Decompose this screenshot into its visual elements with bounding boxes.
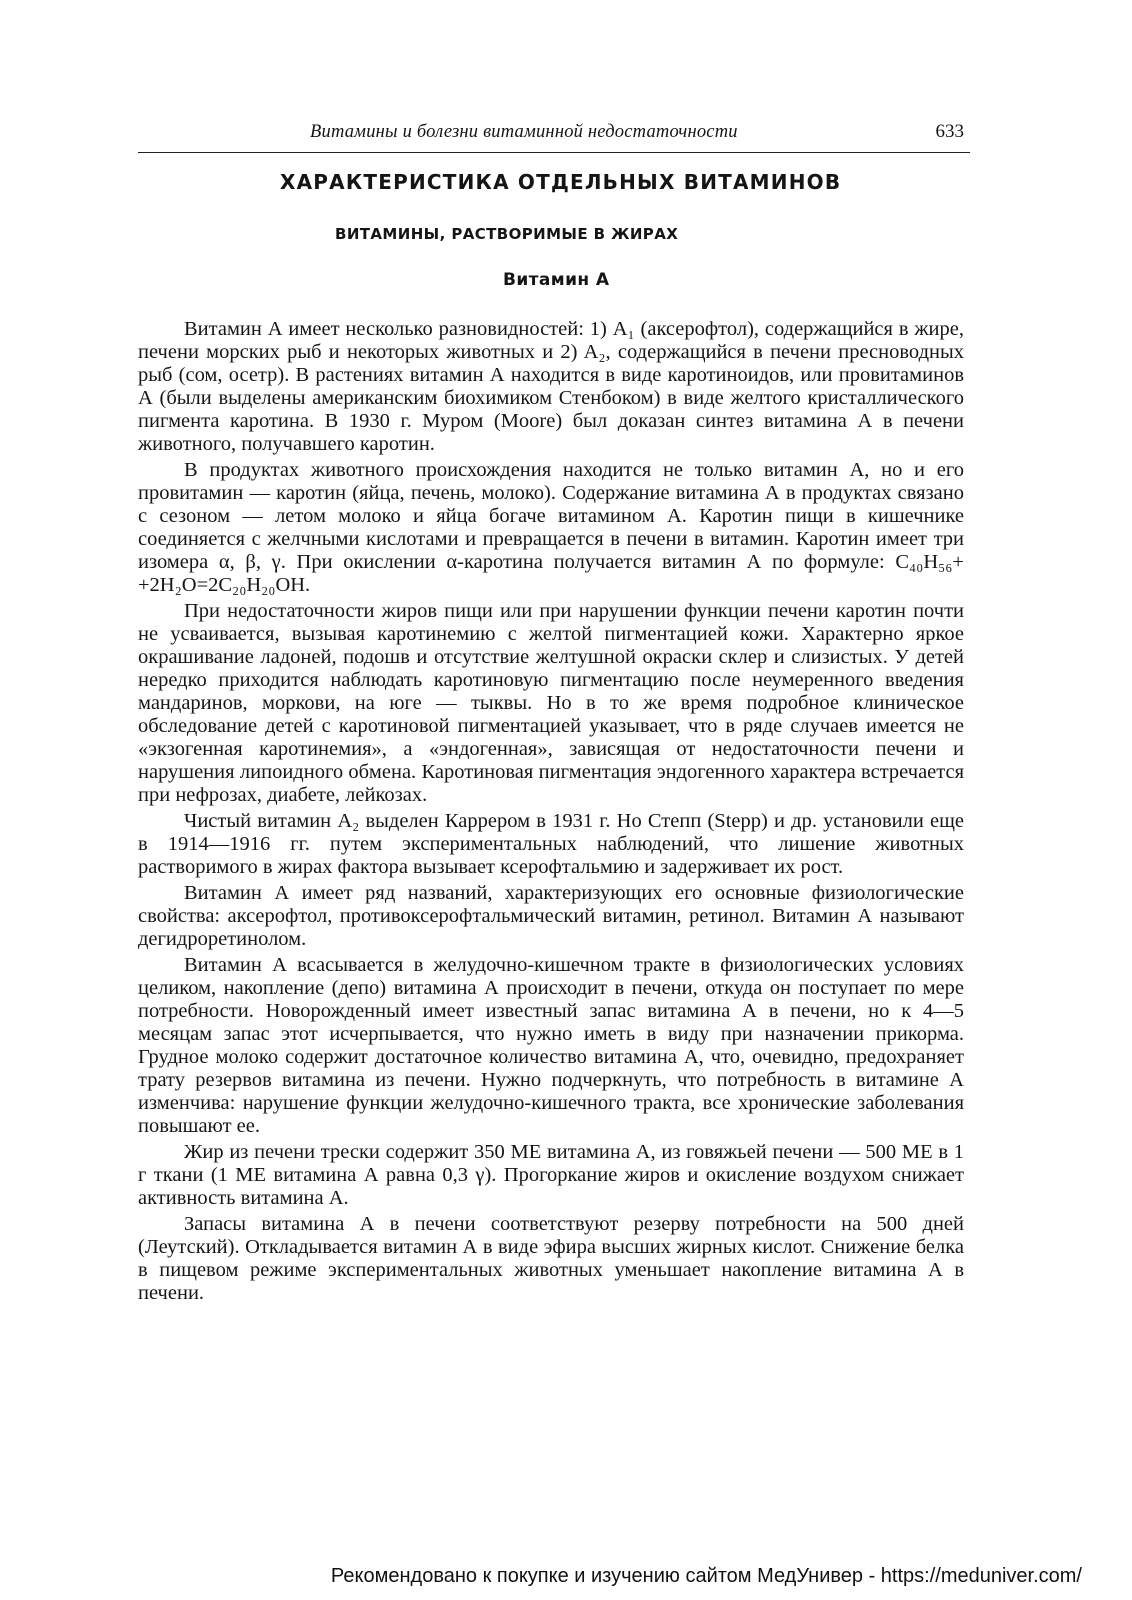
paragraph: В продуктах животного происхождения находится не только витамин А, но и его провитамин — каротин (яйца, печень, молоко). Содержание витамина А в продуктах связано с сезоном — летом молоко и яйца богаче витамином А. Каротин пищи в кишечнике соединяется с желчными кислотами и превращается в печени в витамин. Каротин имеет три изомера α, β, γ. При окислении α-каротина получается витамин А по формуле: C₄₀H₅₆+ +2H₂O=2C₂₀H₂₀OH. bbox=[138, 459, 964, 596]
subsection-heading: Витамин А bbox=[503, 270, 610, 290]
footer-watermark: Рекомендовано к покупке и изучению сайтом МедУнивер - https://meduniver.com/ bbox=[330, 1565, 1082, 1587]
paragraph: Чистый витамин A₂ выделен Каррером в 1931 г. Но Степп (Stepp) и др. установили еще в 1914—1916 гг. путем экспериментальных наблюдений, что лишение животных растворимого в жирах фактора вызывает ксерофтальмию и задерживает их рост. bbox=[138, 810, 964, 878]
paragraph: Витамин А имеет ряд названий, характеризующих его основные физиологические свойства: аксерофтол, противоксерофтальмический витамин, ретинол. Витамин А называют дегидроретинолом. bbox=[138, 882, 964, 950]
paragraph: Витамин А имеет несколько разновидностей: 1) A₁ (аксерофтол), содержащийся в жире, печени морских рыб и некоторых животных и 2) A₂, содержащийся в печени пресноводных рыб (сом, осетр). В растениях витамин А находится в виде каротиноидов, или провитаминов А (были выделены американским биохимиком Стенбоком) в виде желтого кристаллического пигмента каротина. В 1930 г. Муром (Moore) был доказан синтез витамина А в печени животного, получавшего каротин. bbox=[138, 318, 964, 455]
chapter-heading: ХАРАКТЕРИСТИКА ОТДЕЛЬНЫХ ВИТАМИНОВ bbox=[280, 170, 842, 194]
article-body bbox=[138, 318, 964, 1308]
paragraph: Запасы витамина А в печени соответствуют резерву потребности на 500 дней (Леутский). Откладывается витамин А в виде эфира высших жирных кислот. Снижение белка в пищевом режиме экспериментальных животных уменьшает накопление витамина А в печени. bbox=[138, 1213, 964, 1304]
running-title: Витамины и болезни витаминной недостаточности bbox=[310, 122, 738, 142]
paragraph: Жир из печени трески содержит 350 МЕ витамина А, из говяжьей печени — 500 МЕ в 1 г ткани (1 МЕ витамина А равна 0,3 γ). Прогоркание жиров и окисление воздухом снижает активность витамина А. bbox=[138, 1141, 964, 1209]
paragraph: Витамин А всасывается в желудочно-кишечном тракте в физиологических условиях целиком, накопление (депо) витамина А происходит в печени, откуда он поступает по мере потребности. Новорожденный имеет известный запас витамина А в печени, но к 4—5 месяцам запас этот исчерпывается, что нужно иметь в виду при назначении прикорма. Грудное молоко содержит достаточное количество витамина А, что, очевидно, предохраняет трату резервов витамина из печени. Нужно подчеркнуть, что потребность в витамине А изменчива: нарушение функции желудочно-кишечного тракта, все хронические заболевания повышают ее. bbox=[138, 954, 964, 1137]
page-number: 633 bbox=[935, 121, 964, 142]
section-heading: ВИТАМИНЫ, РАСТВОРИМЫЕ В ЖИРАХ bbox=[335, 225, 679, 243]
paragraph: При недостаточности жиров пищи или при нарушении функции печени каротин почти не усваивается, вызывая каротинемию с желтой пигментацией кожи. Характерно яркое окрашивание ладоней, подошв и отсутствие желтушной окраски склер и слизистых. У детей нередко приходится наблюдать каротиновую пигментацию после неумеренного введения мандаринов, моркови, на юге — тыквы. Но в то же время подробное клиническое обследование детей с каротиновой пигментацией указывает, что в ряде случаев имеется не «экзогенная каротинемия», а «эндогенная», зависящая от недостаточности печени и нарушения липоидного обмена. Каротиновая пигментация эндогенного характера встречается при нефрозах, диабете, лейкозах. bbox=[138, 600, 964, 806]
page-header bbox=[138, 118, 970, 153]
